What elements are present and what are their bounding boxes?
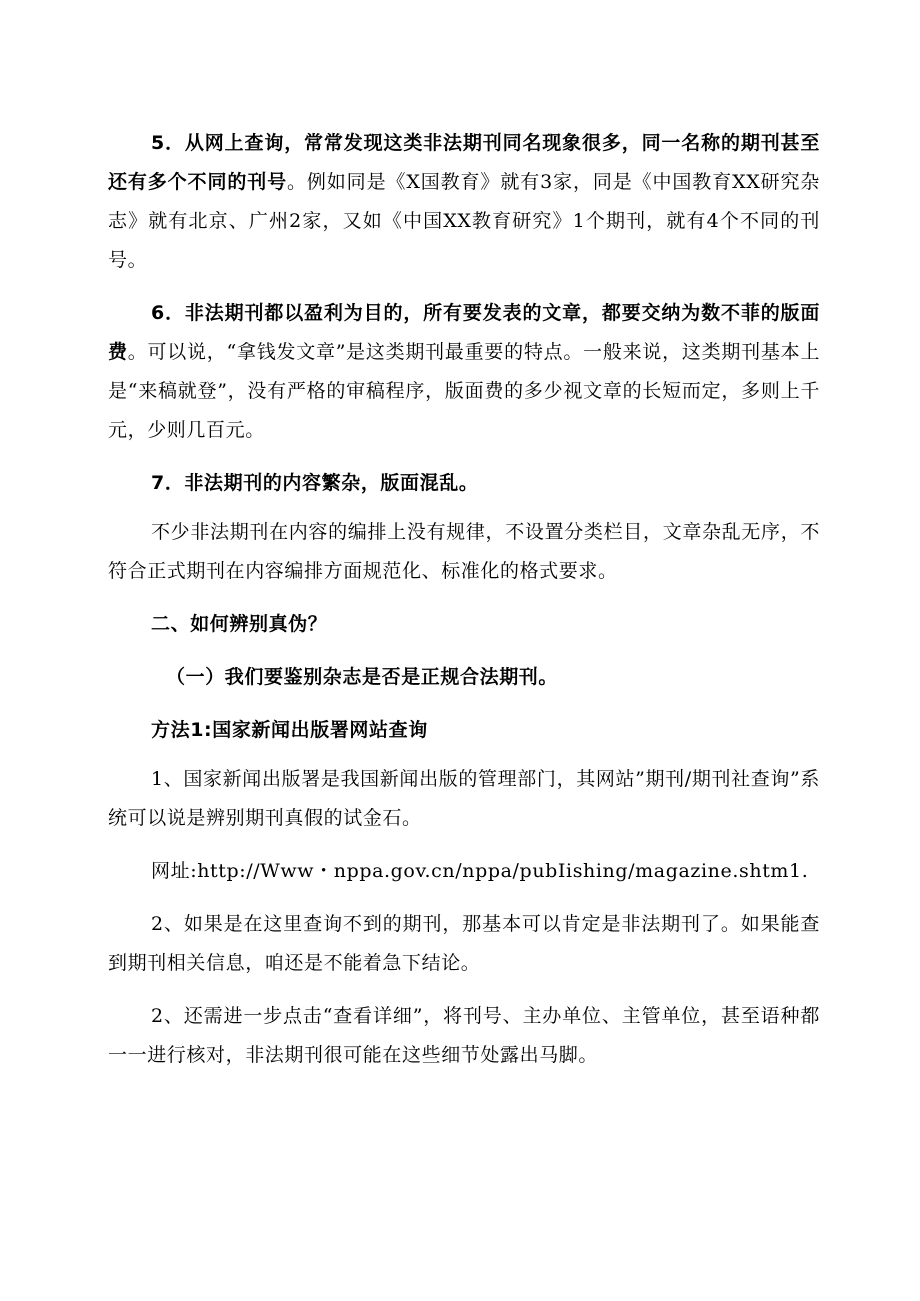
subsection-1-heading: （一）我们要鉴别杂志是否是正规合法期刊。 [166,666,559,688]
paragraph-5-bold: 5．从网上查询，常常发现这类非法期刊同名现象很多，同一名称的期刊甚至还有多个不同的刊号 [108,132,820,193]
paragraph-7-bold: 7．非法期刊的内容繁杂，版面混乱。 [151,472,479,494]
paragraph-7-body: 不少非法期刊在内容的编排上没有规律，不设置分类栏目，文章杂乱无序，不符合正式期刊在内容编排方面规范化、标准化的格式要求。 [108,521,820,582]
url-line: 网址:http://Www・nppa.gov.cn∕nppa∕pubIishing/magazine.shtm1. [151,860,809,882]
paragraph-6-bold: 6．非法期刊都以盈利为目的，所有要发表的文章，都要交纳为数不菲的版面费 [108,302,820,363]
section-2-heading: 二、如何辨别真伪？ [151,613,328,635]
item-2b: 2、还需进一步点击“查看详细”，将刊号、主办单位、主管单位，甚至语种都一一进行核对，非法期刊很可能在这些细节处露出马脚。 [108,1005,820,1066]
paragraph-6 [108,294,820,450]
paragraph-7-heading [108,464,820,503]
paragraph-6-text: 。可以说，“拿钱发文章”是这类期刊最重要的特点。一般来说，这类期刊基本上是“来稿就登”，没有严格的审稿程序，版面费的多少视文章的长短而定，多则上千元，少则几百元。 [108,341,820,441]
document-page [108,124,820,1075]
item-2a: 2、如果是在这里查询不到的期刊，那基本可以肯定是非法期刊了。如果能查到期刊相关信息，咱还是不能着急下结论。 [108,913,820,974]
paragraph-5 [108,124,820,280]
method-1-heading: 方法1:国家新闻出版署网站查询 [151,719,428,741]
paragraph-5-text: 。例如同是《X国教育》就有3家，同是《中国教育XX研究杂志》就有北京、广州2家，又如《中国XX教育研究》1个期刊，就有4个不同的刊号。 [108,171,821,271]
item-1: 1、国家新闻出版署是我国新闻出版的管理部门，其网站”期刊/期刊社查询”系统可以说是辨别期刊真假的试金石。 [108,768,820,829]
